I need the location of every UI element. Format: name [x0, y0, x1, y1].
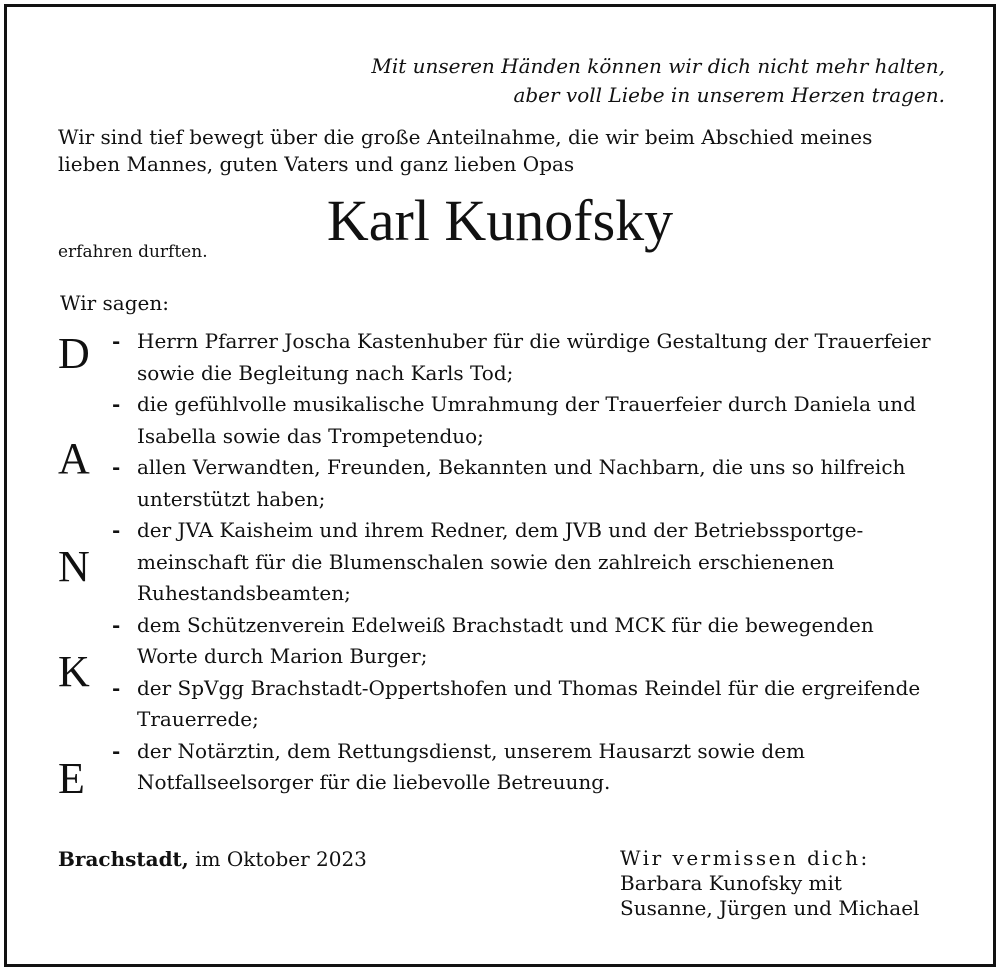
- bullet-dash: -: [112, 738, 121, 763]
- bullet-dash: -: [112, 518, 121, 542]
- danke-letter-a: A: [58, 434, 90, 483]
- thanks-text: Herrn Pfarrer Joscha Kastenhuber für die würdige Gestaltung der Trauerfeier sowie die Begleitung nach Karls Tod;: [137, 329, 931, 385]
- bullet-dash: -: [112, 392, 121, 416]
- thanks-list: [112, 326, 932, 799]
- thanks-text: die gefühlvolle musikalische Umrahmung der Trauerfeier durch Daniela und Isabella sowie das Trompetenduo;: [137, 392, 916, 448]
- thanks-item: [112, 515, 932, 610]
- danke-letter-k: K: [58, 647, 90, 696]
- thanks-item: [112, 736, 932, 799]
- bullet-dash: -: [112, 612, 121, 637]
- motto-quote: [371, 52, 945, 110]
- thanks-text: der Notärztin, dem Rettungsdienst, unserem Hausarzt sowie dem Notfallseelsorger für die liebevolle Betreuung.: [137, 738, 805, 794]
- motto-line-2: aber voll Liebe in unserem Herzen tragen.: [513, 83, 945, 107]
- signature-block: [620, 846, 919, 921]
- deceased-name: Karl Kunofsky: [326, 188, 674, 253]
- signature-line-2: Susanne, Jürgen und Michael: [620, 896, 920, 920]
- greeting-text: Wir sagen:: [60, 291, 169, 315]
- bullet-dash: -: [112, 329, 121, 353]
- thanks-text: der JVA Kaisheim und ihrem Redner, dem JVB und der Betriebssportge-meinschaft für die Blumenschalen sowie den zahlreich erschienenen Ruhestandsbeamten;: [137, 518, 864, 605]
- thanks-text: der SpVgg Brachstadt-Oppertshofen und Thomas Reindel für die ergreifende Trauerrede;: [137, 675, 921, 731]
- thanks-text: allen Verwandten, Freunden, Bekannten und Nachbarn, die uns so hilfreich unterstützt haben;: [137, 455, 906, 511]
- bullet-dash: -: [112, 675, 121, 700]
- intro-text: Wir sind tief bewegt über die große Anteilnahme, die wir beim Abschied meines lieben Mannes, guten Vaters und ganz lieben Opas: [58, 125, 873, 176]
- thanks-item: [112, 673, 932, 736]
- date-text: im Oktober 2023: [195, 847, 367, 871]
- danke-letter-e: E: [58, 754, 85, 803]
- danke-letter-d: D: [58, 329, 90, 378]
- danke-letter-n: N: [58, 542, 90, 591]
- signature-lead: Wir vermissen dich:: [620, 846, 870, 870]
- thanks-item: [112, 389, 932, 452]
- place-name: Brachstadt,: [58, 847, 189, 871]
- signature-line-1: Barbara Kunofsky mit: [620, 871, 842, 895]
- after-name-text: erfahren durften.: [58, 242, 208, 262]
- motto-line-1: Mit unseren Händen können wir dich nicht mehr halten,: [371, 54, 945, 78]
- thanks-item: [112, 610, 932, 673]
- thanks-item: [112, 452, 932, 515]
- thanks-item: [112, 326, 932, 389]
- thanks-text: dem Schützenverein Edelweiß Brachstadt und MCK für die bewegenden Worte durch Marion Burger;: [137, 612, 874, 668]
- bullet-dash: -: [112, 455, 121, 479]
- place-date: [58, 846, 367, 873]
